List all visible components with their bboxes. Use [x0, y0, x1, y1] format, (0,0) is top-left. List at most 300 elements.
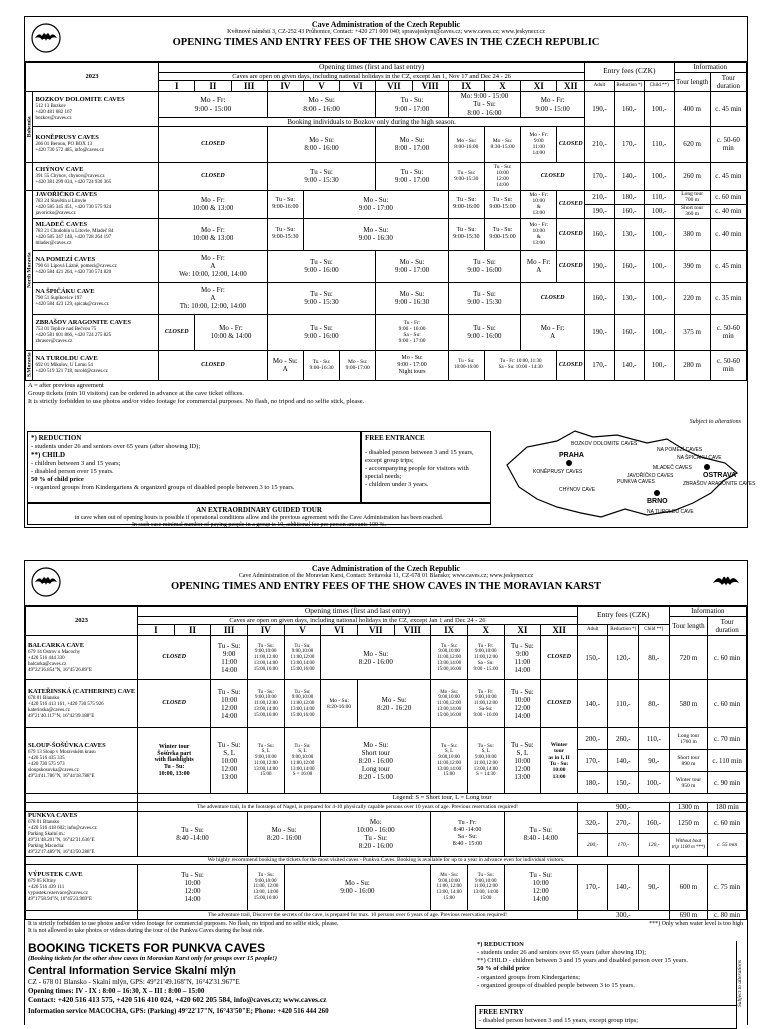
hours-cell: Tu - Fr: 9:00,10:00 11:00,12:00 Sa - Su: 9:00 - 15:00 [467, 636, 504, 680]
hours-cell: Mo - Su: 9:00 - 16:00 [284, 864, 431, 910]
cave-contact: 678 01 Blansko +420 516 418 602; info@caves.cz Parking Skalní m.: 49°21'48.201"N, 16°42'31.636"E Parking Macocha: 49°22'17.489"N, 16°43'50.288"E [28, 819, 97, 855]
tour-duration: c. 35 min [710, 282, 746, 314]
bat-logo-icon [31, 567, 61, 597]
map-label: MLADEČ CAVES [653, 465, 692, 471]
year: 2023 [26, 63, 159, 92]
hours-cell: Tu - Su: 10:00-16:00 [448, 350, 484, 380]
tour-length: 400 m [674, 92, 710, 126]
hours-cell: Mo - Su: 8:20-16:00 [321, 680, 358, 728]
hours-cell: Mo - Fr: A Th: 10:00, 12:00, 14:00 [159, 282, 268, 314]
note-line: It is not allowed to take photos or videos during the tour of the Punkva Caves during the boat ride. [28, 928, 264, 935]
cave-contact: 679 05 Křtiny +420 516 439 111 vypustek.rezervace@caves.cz 49°17'58.94"N, 16°45'23.969"E [28, 879, 93, 903]
table-row [26, 314, 747, 350]
fee-cell: 200,- [577, 834, 608, 856]
hours-cell: Tu - Su: 9:00,10:00 11:00,12:00 13:00,14:00 15:00,16:00 [284, 636, 321, 680]
hours-cell: Tu - Su: 9:00 - 16:00 [267, 314, 376, 350]
cave-name: BOZKOV DOLOMITE CAVES [35, 96, 125, 104]
tour-duration: c. 45 min [710, 162, 746, 190]
closed-cell: CLOSED [521, 282, 585, 314]
hours-cell: Tu - Su: 9:00 - 17:00 [376, 92, 448, 117]
sheet-header [25, 561, 747, 606]
hours-cell: Mo - Su: 9:00 - 17:00 [376, 250, 448, 282]
map-label: NA ŠPIČÁKU CAVE [677, 455, 722, 461]
tour-length: 260 m [674, 162, 710, 190]
fee-cell: 270,- [608, 811, 639, 833]
tour-length: 220 m [674, 282, 710, 314]
fee-child-head: Child **) [644, 81, 674, 92]
half-line: - organized groups from Kindergartens & organized groups of disabled people between 3 to 15 years. [31, 484, 295, 491]
map-label: BOZKOV DOLOMITE CAVES [571, 441, 638, 447]
cave-name: CHÝNOV CAVE [35, 166, 84, 174]
table-row [26, 636, 747, 680]
free-line: - disabled person between 3 and 15 years, except group trips; [365, 448, 474, 464]
fee-cell: 260,- [608, 728, 639, 750]
map-label: KONĚPRUSY CAVES [533, 469, 583, 475]
child-line: - disabled person over 15 years. [31, 467, 114, 475]
guided-tour-box [27, 503, 491, 529]
tour-length: 380 m [674, 218, 710, 250]
fee-cell: 100,- [644, 92, 674, 126]
cave-name: KATEŘINSKÁ (CATHERINE) CAVE [28, 688, 136, 696]
booking-recommendation: We highly recommend booking the tickets for the most visited caves - Punkva Caves. Booking is available for up to a year in advance even for individual visitors. [26, 856, 747, 864]
fee-cell: 100,- [644, 282, 674, 314]
table-row [26, 728, 747, 750]
opening-times-title: Opening times (first and last entry) [138, 607, 578, 617]
fee-cell: 140,- [608, 750, 639, 772]
month-head: IX [448, 81, 484, 92]
hours-cell: Mo - Fr: 9:00 - 15:00 [521, 92, 585, 117]
tour-length: 280 m [674, 350, 710, 380]
org-name: Cave Administration of the Czech Republic [311, 564, 461, 573]
tour-length: Without boat trip 1100 m ***) [669, 834, 708, 856]
cave-contact: 679 13 Sloup v Moravském krasu +420 516 435 335 +420 730 575 973 sloupskosuvka@caves.cz 49°24'41.786"N, 16°44'18.788"E [28, 749, 96, 779]
cave-info [33, 162, 159, 190]
moravian-karst-sheet [24, 560, 748, 1025]
fee-cell: 180,- [614, 190, 644, 204]
trail-length: 690 m [669, 910, 708, 919]
fee-cell: 100,- [644, 204, 674, 218]
cave-contact: 266 01 Beroun, PO BOX 13 +420 730 572 485, info@caves.cz [35, 142, 104, 154]
fee-cell: 140,- [608, 864, 639, 910]
hours-cell: Tu - Su: 9:00-15:00 [484, 190, 520, 218]
hours-cell: Mo: 9:00 - 15:00 Tu - Su: 8:00 - 16:00 [448, 92, 520, 117]
reduction-line: - students under 26 and seniors over 65 years (after showing ID); [31, 442, 201, 450]
child-line: - children between 3 and 15 years; [31, 459, 121, 467]
reduction-title: *) REDUCTION [477, 941, 524, 948]
fee-cell: 130,- [614, 282, 644, 314]
hours-cell: Mo - Su: 9:00 - 16:30 [303, 218, 448, 250]
trail-duration: 180 min [708, 802, 747, 811]
hours-cell: Tu - Su: S, L 9:00,10:00 11:00,12:00 13:00,14:00 S = 16:00 [284, 728, 321, 794]
month-head: II [195, 81, 231, 92]
child-line: **) CHILD - children between 3 and 15 years and disabled person over 15 years. [477, 957, 689, 965]
fee-cell: 150,- [577, 636, 608, 680]
hours-cell: Tu - Su: 9:00-15:30 [448, 162, 484, 190]
tour-length: 620 m [674, 126, 710, 162]
note-line: It is strictly forbidden to use photos and/or video footage for commercial purposes. No flash, no tripod and no selfie stick, please. [28, 397, 365, 405]
cis-contact: Contact: +420 516 413 575, +420 516 410 024, +420 602 205 584, info@caves.cz; www.caves.cz [28, 995, 327, 1005]
tour-length: 720 m [669, 636, 708, 680]
czech-caves-sheet [24, 16, 756, 529]
hours-cell: Tu - Su: 9:00,10:00 11:00,12:00 13:00, 14:00 15:00 [467, 864, 504, 910]
moravian-caves-table [25, 606, 747, 920]
cave-contact: 790 61 Lipová Lázně, pomezi@caves.cz +420 584 421 264, +420 730 574 820 [35, 264, 117, 276]
hours-cell: Tu - Su: 9:00-16:00 [448, 190, 484, 218]
cave-info [33, 314, 159, 350]
tour-length-head: Tour length [669, 616, 708, 636]
map-label: PUNKVA CAVES [617, 479, 655, 485]
cave-info [33, 250, 159, 282]
month-head: VI [340, 81, 376, 92]
month-head: VII [376, 81, 412, 92]
notes [25, 381, 747, 407]
hours-cell: Tu - Su: S, L 9:00,10:00 11:00,12:00 13:00,14:00 15:00 [431, 728, 468, 794]
opening-times-title: Opening times (first and last entry) [159, 63, 585, 73]
org-address: Cave Administration of the Moravian Karst, Contact: Svitavská 11, CZ-678 01 Blansko; www.caves.cz; www.jeskynecr.cz [238, 573, 534, 579]
free-entrance-box [361, 431, 491, 503]
cave-info [26, 728, 138, 794]
cave-info [33, 92, 159, 126]
closed-cell: CLOSED [557, 126, 585, 162]
fee-cell: 110,- [608, 680, 639, 728]
trail-length: 1300 m [669, 802, 708, 811]
tour-duration: c. 55 min [708, 834, 747, 856]
fees-title: Entry fees (CZK) [585, 63, 674, 81]
hours-cell: Tu - Su: 10:00 12:00 14:00 [504, 864, 577, 910]
macocha-info: Information service MACOCHA, GPS: (Parking) 49°22'17"N, 16°43'50"E; Phone: +420 516 444 260 [28, 1007, 329, 1016]
cave-name: KONĚPRUSY CAVES [35, 134, 99, 142]
fee-cell: 190,- [585, 204, 615, 218]
hours-cell: Mo - Fr: 10:00 & 13:00 [521, 190, 557, 218]
adventure-trail-note: The adventure trail, In the footsteps of Nagel, is prepared for 4-10 physically capable persons over 10 years of age. Previous reservation required! [138, 802, 578, 811]
bat-logo-icon [711, 567, 741, 597]
table-row [26, 250, 747, 282]
fee-cell: 170,- [585, 350, 615, 380]
hours-cell: Mo - Fr: 9:00 11:00 14:00 [521, 126, 557, 162]
hours-cell: Tu - Su: 9:00,10:00 11:00,12:00 13:00,14:00 15:00,16:00 [284, 680, 321, 728]
cave-info [33, 190, 159, 218]
table-row [26, 218, 747, 250]
cave-contact: 790 51 Supíkovice 197 +420 584 423 129, spicak@caves.cz [35, 296, 109, 308]
fee-cell: 100,- [644, 250, 674, 282]
fee-cell: 200,- [577, 728, 608, 750]
hours-cell: Mo - Su: 8:00-16:00 [448, 126, 484, 162]
table-row [26, 190, 747, 204]
sheet-title: OPENING TIMES AND ENTRY FEES OF THE SHOW CAVES IN THE CZECH REPUBLIC [172, 37, 600, 48]
bat-logo-icon [31, 23, 61, 53]
note-line: It is strictly forbidden to use photos and/or video footage for commercial purposes. No flash, no tripod and no selfie stick, please. [28, 920, 339, 927]
fee-cell: 160,- [614, 250, 644, 282]
hours-cell: Mo - Su: 9:00,10:00 11:00,12:00 13:00,14:00 15:00,16:00 [431, 680, 468, 728]
month-head: IV [247, 625, 284, 636]
cave-contact: 783 24 Slavětín u Litovle +420 585 345 451, +420 730 575 924 javoricko@caves.cz [35, 199, 112, 217]
tour-duration: c. 90 min [708, 772, 747, 794]
hours-cell: Mo - Su: 9:00 - 17:00 Night tours [376, 350, 448, 380]
hours-cell: Tu - Su: 9:00,10:00 11:00,12:00 13:00,14:00 15:00,16:00 [431, 636, 468, 680]
closed-cell: CLOSED [541, 636, 578, 680]
fee-cell: 210,- [585, 126, 615, 162]
hours-cell: Mo - Su: 8:20 - 16:20 [357, 680, 430, 728]
map-label: NA TUROLDU CAVE [647, 509, 694, 515]
info-title: Information [669, 607, 746, 617]
fee-cell: 110,- [639, 728, 670, 750]
cis-opening: Opening times: IV - IX : 8:00 – 16:30, X – III : 8:00 – 15:00 [28, 986, 205, 995]
closed-cell: CLOSED [159, 314, 195, 350]
hours-cell: Mo - Su: A [267, 350, 303, 380]
month-head: VII [357, 625, 394, 636]
tour-duration: c. 60 min [710, 190, 746, 204]
hours-cell: Tu - Su: 9:00 - 15:30 [448, 282, 520, 314]
hours-cell: Tu - Fr: 9:00 - 16:00 Sa - Su: 9:00 - 17:00 [376, 314, 448, 350]
hours-cell: Tu - Su: 9:00 - 16:00 [448, 314, 520, 350]
hours-cell: Tu - Su: S, L 10:00 12:00 13:00 [504, 728, 541, 794]
half-price: 50 % of child price [477, 965, 530, 973]
subject-note: Subject to alterations [737, 959, 743, 1007]
half-line: - organized groups from Kindergartens; [477, 973, 581, 981]
tour-duration: c. 60 min [708, 680, 747, 728]
hours-cell: Mo - Fr: 10:00 & 13:00 [159, 218, 268, 250]
month-head: VIII [412, 81, 448, 92]
hours-cell: Tu - Su: 9:00,10:00 11:00, 12:00 13:00, 14:00 15:00,16:00 [247, 864, 284, 910]
fee-cell: 120,- [608, 636, 639, 680]
hours-cell: Tu - Su: 9:00-16:30 [303, 350, 339, 380]
closed-cell: CLOSED [159, 350, 268, 380]
tour-duration: c. 45 min [710, 92, 746, 126]
fee-cell: 190,- [585, 314, 615, 350]
hours-cell: Tu - Fr: 10:00, 11:30 Sa - Su: 10:00 - 14:30 [484, 350, 556, 380]
hours-cell: Mo - Fr: A [521, 250, 557, 282]
booking-title: BOOKING TICKETS FOR PUNKVA CAVES [28, 941, 266, 955]
fee-cell: 80,- [639, 636, 670, 680]
month-head: X [467, 625, 504, 636]
cave-name: SLOUP-ŠOŠŮVKA CAVES [28, 742, 106, 750]
cave-name: MLADEČ CAVES [35, 221, 88, 229]
free-title: FREE ENTRY [479, 1008, 524, 1016]
cave-info [26, 811, 138, 856]
tour-length: 600 m [669, 864, 708, 910]
hours-cell: Tu - Su: 9:00 - 15:30 [267, 282, 376, 314]
fee-adult-head: Adult [585, 81, 615, 92]
cave-contact: 692 01 Mikulov, U Lomu 54 +420 519 321 718, turold@caves.cz [35, 363, 108, 375]
cave-info [26, 636, 138, 680]
tour-length: 390 m [674, 250, 710, 282]
fee-cell: 110,- [644, 190, 674, 204]
booking-subtitle: (Booking tickets for the other show caves in Moravian Karst only for groups over 15 people!) [28, 955, 277, 963]
hours-cell: Winter tour as in I, II Tu - Su: 10:00 13:00 [541, 728, 578, 794]
month-head: III [231, 81, 267, 92]
info-title: Information [674, 63, 746, 73]
map-label: BRNO [647, 498, 668, 505]
cave-info [33, 126, 159, 162]
cave-contact: 679 14 Ostrov u Macochy +420 516 444 330 balcarka@caves.cz 49°22'16.854"N, 16°45'26.89"E [28, 649, 93, 673]
city-dot-praha [566, 460, 572, 466]
month-head: I [138, 625, 175, 636]
fee-reduction-head: Reduction *) [614, 81, 644, 92]
cave-name: PUNKVA CAVES [28, 811, 78, 819]
free-entry-box [475, 1005, 737, 1029]
cave-info [26, 864, 138, 910]
hours-cell: Tu - Su: 10:00 12:00 14:00 [504, 680, 541, 728]
month-head: III [211, 625, 248, 636]
fee-cell: 80,- [639, 680, 670, 728]
hours-cell: Mo - Fr: A [521, 314, 585, 350]
hours-cell: Mo - Su: 9:00,10:00 11:00, 12:00 13:00, 14:00 15:00 [431, 864, 468, 910]
note-line: A = after previous agreement [28, 381, 104, 389]
fees-title: Entry fees (CZK) [577, 607, 669, 625]
table-row [26, 162, 747, 190]
booking-section [28, 941, 468, 1016]
hours-cell: Tu - Su: 9:00,10:00 11:00,12:00 13:00,14:00 15:00,16:00 [247, 636, 284, 680]
fee-cell: 170,- [577, 864, 608, 910]
cave-name: NA POMEZÍ CAVES [35, 256, 96, 264]
fee-cell: 100,- [644, 162, 674, 190]
month-head: V [303, 81, 339, 92]
fee-cell: 160,- [585, 282, 615, 314]
side-strip [736, 941, 747, 1025]
hours-cell: Tu - Su: 10:00 12:00 14:00 [211, 680, 248, 728]
fee-cell: 150,- [608, 772, 639, 794]
org-address: Květnové náměstí 3, CZ-252 43 Průhonice, Contact: +420 271 000 040; spravajeskyni@caves.cz; www.caves.cz; www.jeskynecr.cz [227, 29, 545, 35]
fee-cell: 100,- [644, 350, 674, 380]
closed-cell: CLOSED [557, 250, 585, 282]
free-line: - children under 3 years. [365, 481, 429, 489]
cis-title: Central Information Service Skalní mlýn [28, 965, 236, 978]
tour-duration: c. 40 min [710, 218, 746, 250]
month-head: VI [321, 625, 358, 636]
fee-cell: 210,- [585, 190, 615, 204]
tour-length: Long tour 1760 m [669, 728, 708, 750]
month-head: V [284, 625, 321, 636]
fee-cell: 190,- [585, 250, 615, 282]
hours-cell: Tu - Su: S, L 9:00,10:00 11:00,12:00 13:00,14:00 S = 14:30 [467, 728, 504, 794]
cave-contact: 783 21 Chudobín u Litovle, Mladeč 84 +420 585 347 148, +420 728 264 197 mladec@caves.cz [35, 229, 114, 247]
note-line: Group tickets (min 10 visitors) can be ordered in advance at the cave ticket offices. [28, 389, 244, 397]
hours-cell: Tu - Su: 9:00 - 17:00 [376, 162, 448, 190]
hours-cell: Mo - Fr: 10:00 & 14:00 [195, 314, 267, 350]
fee-cell: 170,- [577, 750, 608, 772]
free-line: - disabled person between 3 and 15 years, except group trips; [479, 1016, 639, 1024]
hours-cell: Mo - Su: 9:00-17:00 [340, 350, 376, 380]
closed-cell: CLOSED [557, 218, 585, 250]
hours-cell: Tu - Su: 9:00-16:00 [267, 190, 303, 218]
half-line: - organized groups of disabled people between 3 to 15 years. [477, 981, 635, 989]
tour-length: 580 m [669, 680, 708, 728]
tour-duration: c. 60 min [708, 811, 747, 833]
guided-line: in cave when out of opening hours is possible if operational conditions allow and the previous agreement with the Cave Administration has been reached. [74, 514, 444, 521]
czech-map [497, 427, 756, 523]
cave-name: VÝPUSTEK CAVE [28, 871, 83, 879]
fee-cell: 90,- [639, 750, 670, 772]
hours-cell: Mo - Fr: 10:00 & 13:00 [521, 218, 557, 250]
fee-cell: 110,- [644, 126, 674, 162]
table-row [26, 680, 747, 728]
free-line: - accompanying people for visitors with special needs; [365, 465, 469, 481]
closed-cell: CLOSED [521, 162, 585, 190]
fee-cell: 90,- [639, 864, 670, 910]
fee-cell: 160,- [614, 314, 644, 350]
tour-duration: c. 50-60 min [710, 314, 746, 350]
hours-cell: Tu - Fr: 8:40 -14:00 Sa - Su: 8:40 - 15:00 [431, 811, 504, 856]
hours-cell: Mo - Fr: 9:00 - 15:00 [159, 92, 268, 117]
hours-cell: Tu - Su: 9:00-15:30 [267, 218, 303, 250]
tour-length-head: Tour length [674, 72, 710, 92]
tour-duration: c. 110 min [708, 750, 747, 772]
fee-cell: 320,- [577, 811, 608, 833]
hours-cell: Tu - Su: 9:00 11:00 14:00 [504, 636, 541, 680]
legend: Legend: S = Short tour, L = Long tour [138, 794, 747, 802]
map-label: ZBRAŠOV ARAGONITE CAVES [683, 481, 756, 487]
fee-cell: 140,- [614, 350, 644, 380]
region-spacer [26, 162, 33, 190]
hours-cell: Mo - Su: 8:20 - 16:00 [247, 811, 320, 856]
table-row [26, 811, 747, 833]
subject-note: Subject to alterations [689, 419, 741, 425]
fee-cell: 120,- [639, 834, 670, 856]
table-row [26, 282, 747, 314]
region-label: S.Moravia [26, 350, 33, 380]
hours-cell: Tu - Fr: 9:00,10:00 11:00,12:00 Sa-Su: 9:00 - 16:00 [467, 680, 504, 728]
hours-cell: Mo - Fr: A We: 10:00, 12:00, 14:00 [159, 250, 268, 282]
closed-cell: CLOSED [557, 190, 585, 218]
month-head: XII [541, 625, 578, 636]
tour-duration-head: Tour duration [708, 616, 747, 636]
booking-banner: Booking individuals to Bozkov only during the high season. [159, 117, 585, 126]
tour-length: Winter tour 950 m [669, 772, 708, 794]
month-head: XII [557, 81, 585, 92]
closed-cell: CLOSED [541, 680, 578, 728]
hours-cell: Tu - Su: S, L 10:00 12:00 13:00 [211, 728, 248, 794]
fee-cell: 130,- [614, 218, 644, 250]
tour-length: Short tour 360 m [674, 204, 710, 218]
map-label: PRAHA [559, 452, 584, 459]
closed-cell: CLOSED [138, 636, 211, 680]
reduction-box [27, 431, 361, 503]
city-dot-brno [654, 490, 660, 496]
opening-note: Caves are open on given days, including national holidays in the CZ, except Jan 1, Nov 17 and Dec 24 - 26 [159, 72, 585, 80]
reduction-section [477, 941, 737, 990]
cave-name: NA ŠPIČÁKU CAVE [35, 288, 95, 296]
cave-info [33, 350, 159, 380]
half-price: 50 % of child price [31, 475, 84, 483]
hours-cell: Tu - Su: 9:00-15:30 [448, 218, 484, 250]
fee-cell: 170,- [585, 162, 615, 190]
tour-duration: c. 70 min [708, 728, 747, 750]
fee-cell: 160,- [614, 204, 644, 218]
fee-reduction-head: Reduction *) [608, 625, 639, 636]
cave-info [26, 680, 138, 728]
cave-name: ZBRAŠOV ARAGONITE CAVES [35, 319, 131, 327]
hours-cell: Mo: 10:00 - 16:00 Tu - Su: 8:20 - 16:00 [321, 811, 431, 856]
cave-name: JAVOŘÍČKO CAVES [35, 191, 98, 199]
closed-cell: CLOSED [557, 350, 585, 380]
fee-adult-head: Adult [577, 625, 608, 636]
map-label: JAVOŘÍČKO CAVES [627, 473, 674, 479]
fee-cell: 180,- [577, 772, 608, 794]
hours-cell: Mo - Su: 8:00 - 16:00 [267, 126, 376, 162]
cis-address: CZ - 678 01 Blansko - Skalní mlýn, GPS: 49°21'49.168"N, 16°42'31.967"E [28, 978, 240, 987]
hours-cell: Tu - Su: S, L 9:00,10:00 11:00,12:00 13:00,14:00 15:00 [247, 728, 284, 794]
month-head: XI [521, 81, 557, 92]
hours-cell: Tu - Su: 8:40 -14:00 [138, 811, 248, 856]
fee-cell: 170,- [608, 834, 639, 856]
cave-contact: 512 13 Bozkov +420 481 682 167 bozkov@caves.cz [35, 103, 73, 121]
hours-cell: Tu - Su: 10:00 12:00 14:00 [484, 162, 520, 190]
fee-child-head: Child **) [639, 625, 670, 636]
fee-cell: 160,- [639, 811, 670, 833]
hours-cell: Tu - Su: 10:00 12:00 14:00 [138, 864, 248, 910]
guided-title: AN EXTRAORDINARY GUIDED TOUR [196, 506, 322, 514]
tour-length: 1250 m [669, 811, 708, 833]
